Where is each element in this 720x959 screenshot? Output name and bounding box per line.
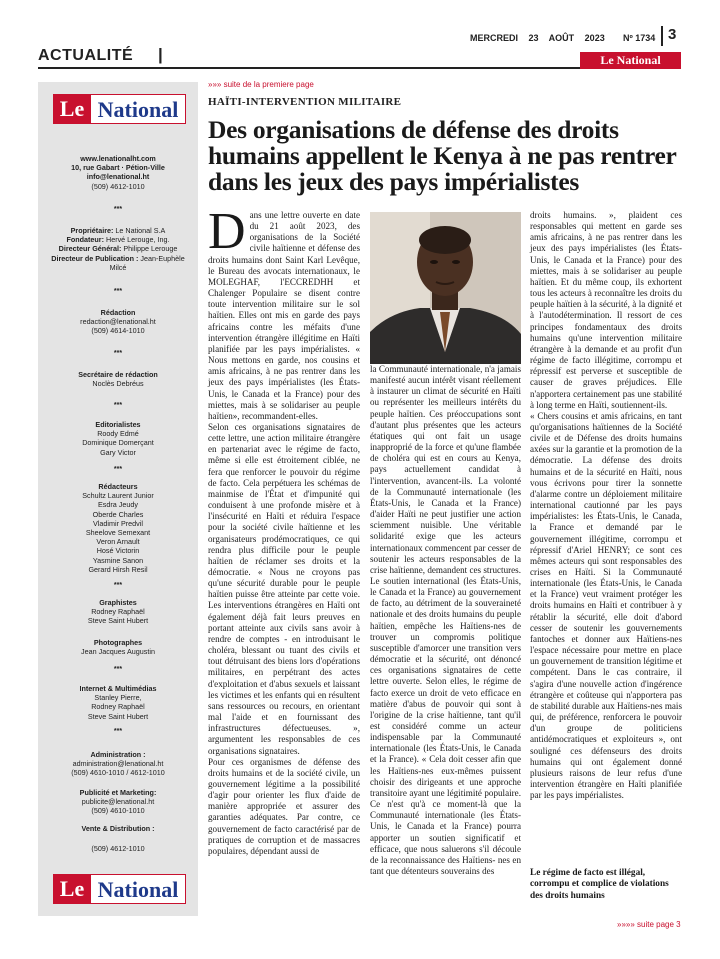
logo-national: National — [91, 94, 186, 124]
directeur-publication-value: Jean-Euphèle — [140, 253, 185, 263]
portrait-illustration — [370, 212, 521, 364]
section-title: ACTUALITÉ — [38, 47, 134, 64]
separator-stars: *** — [113, 402, 123, 409]
header-divider — [661, 26, 663, 46]
newspaper-logo-top — [53, 94, 186, 124]
photographes-block — [42, 638, 194, 656]
redacteur-name: Veron Arnault — [96, 537, 140, 547]
separator-stars: *** — [113, 466, 123, 473]
directeur-publication-value2: Milcé — [109, 262, 127, 272]
internet-label: Internet & Multimédias — [79, 684, 157, 693]
proprietaire-value: Le National S.A — [115, 226, 166, 235]
photographes-label: Photographes — [93, 638, 143, 647]
paragraph: ans une lettre ouverte en date du 21 août 2023, des organisations de la Société civile haïtienne et défense des droits humains dont Saint Karl Levêque, le Bureau des avocats internationaux, le MOLEGHAF, l'ECCREDHH et Chalenger Populaire se disent contre toute intervention militaire sur le sol haïtien. Elles ont mis en garde des pays africains contre les méfaits d'une intervention étrangère illégitime en Haïti planifiée par les pays impérialistes. « Nous mettons en garde, nos cousins et amis africains, à ne pas rentrer dans les jeux des pays impérialistes (les États-Unis, le Canada et la France) pour des miettes, mais à se solidariser au peuple haïtien», recommandent-elles. — [208, 210, 360, 421]
graphiste-name: Rodney Raphaël — [91, 607, 145, 617]
contact-block — [42, 154, 194, 191]
separator-stars: *** — [113, 582, 123, 589]
masthead-sidebar — [38, 82, 198, 916]
editorialiste-name: Dominique Domerçant — [82, 438, 154, 448]
brand-tab: Le National — [580, 52, 681, 69]
email: info@lenational.ht — [86, 172, 150, 182]
internet-name: Rodney Raphaël — [91, 702, 145, 712]
graphistes-block — [42, 598, 194, 626]
administration-email: administration@lenational.ht — [72, 759, 164, 769]
article-headline: Des organisations de défense des droits humains appellent le Kenya à ne pas rentrer dans les jeux des pays impérialistes — [208, 115, 677, 196]
editorialistes-block — [42, 420, 194, 457]
directeur-general-label: Directeur Général: — [58, 244, 122, 254]
address: 10, rue Gabart · Pétion-Ville — [71, 163, 165, 173]
separator-stars: *** — [113, 288, 123, 295]
proprietaire-label: Propriétaire: — [70, 226, 114, 235]
directeur-publication-label: Directeur de Publication : — [51, 253, 139, 263]
paragraph: Pour ces organismes de défense des droits humains et de la société civile, un gouvernement légitime a la possibilité d'agir pour orienter les flux d'aide de manière appropriée et assurer des garanties adéquates. Par contre, ce gouvernement de facto caractérisé par de pratiques de corruption et de massacres populaires, dépendant aussi de — [208, 756, 360, 856]
publicite-phone: (509) 4610-1010 — [91, 806, 145, 816]
redacteurs-block — [42, 482, 194, 574]
continued-on-link[interactable]: »»»» suite page 3 — [617, 920, 681, 929]
newspaper-logo-bottom — [53, 874, 186, 904]
secretaire-block — [42, 370, 194, 388]
drop-cap: D — [208, 203, 246, 260]
article-subhead: Le régime de facto est illégal, corrompu et complice de violations des droits humains — [530, 868, 669, 901]
logo-le: Le — [53, 874, 91, 904]
separator-stars: *** — [113, 350, 123, 357]
redacteur-name: Oberde Charles — [92, 509, 144, 519]
redaction-label: Rédaction — [100, 308, 136, 317]
redacteur-name: Schultz Laurent Junior — [82, 491, 154, 501]
publicite-block — [42, 788, 194, 816]
redacteur-name: Gerard Hirsh Resil — [88, 564, 148, 574]
vente-label: Vente & Distribution : — [81, 824, 155, 833]
editorialistes-label: Editorialistes — [95, 420, 141, 429]
logo-national: National — [91, 874, 186, 904]
graphistes-label: Graphistes — [99, 598, 137, 607]
secretaire-label: Secrétaire de rédaction — [78, 370, 158, 379]
separator-stars: *** — [113, 666, 123, 673]
article-column-2 — [370, 364, 521, 877]
internet-block — [42, 684, 194, 721]
article-column-3 — [530, 210, 682, 801]
paragraph: Selon ces organisations signataires de cette lettre, une action militaire étrangère en partenariat avec le régime de facto, même si elle est étroitement ciblée, ne fera que renforcer le pouvoir du régime de facto. Cela perpétuera les schémas de mainmise de l'État et d'impunité qui conduisent à une profonde misère et à l'insécurité en Haïti et réduira l'espace pour la société civile haïtienne et les organisateurs prodémocratiques, ce qui rendra plus difficile pour le peuple haïtien de réclamer ses droits et la démocratie. « Nous ne croyons pas qu'une sécurité durable pour le peuple haïtien puisse être atteinte par cette voie. Les interventions étrangères en Haïti ont également déjà fait leurs preuves en portant atteinte aux civils sans avoir à rendre de comptes - en introduisant le choléra, blessant ou tuant des civils et tout détruisant des biens lors d'opérations militaires, en perpétrant des actes d'exploitation et d'abus sexuels et laissant les victimes et les enfants qui en résultent sans ressources ou recours, en orientant mal l'aide et en fournissant des infrastructures défectueuses. », argumentent les responsables de ces organisations signataires. — [208, 421, 360, 756]
issue-date: MERCREDI 23 AOÛT 2023 — [470, 33, 605, 43]
redacteurs-label: Rédacteurs — [98, 482, 138, 491]
phone: (509) 4612-1010 — [91, 181, 145, 191]
administration-phone: (509) 4610-1010 / 4612-1010 — [71, 768, 165, 778]
article-column-1 — [208, 203, 360, 857]
publicite-label: Publicité et Marketing: — [79, 788, 157, 797]
redaction-phone: (509) 4614-1010 — [91, 326, 145, 336]
separator-stars: *** — [113, 206, 123, 213]
publicite-email: publicite@lenational.ht — [81, 797, 155, 807]
article-kicker: HAÏTI-INTERVENTION MILITAIRE — [208, 96, 402, 108]
page-number: 3 — [668, 26, 677, 43]
separator-stars: *** — [113, 728, 123, 735]
redacteur-name: Vladimir Predvil — [93, 518, 143, 528]
logo-le: Le — [53, 94, 91, 124]
editorialiste-name: Gary Victor — [100, 447, 136, 457]
administration-label: Administration : — [90, 750, 146, 759]
secretaire-name: Noclès Debréus — [92, 379, 144, 389]
paragraph: « Chers cousins et amis africains, en tant qu'organisations haïtiennes de la Société civile et de Défense des droits humains axées sur la garantie et la promotion de la démocratie. La défense des droits humains et de la sécurité en Haïti, nous vous écrivons pour tirer la sonnette d'alarme contre un déploiement militaire international cautionné par les pays impérialistes: les États-Unis, le Canada, la France et demandé par le gouvernement illégitime, corrompu et répressif d'Ariel HENRY; ce sont ces mêmes acteurs qui sont responsables des crises en Haïti. Si la Communauté internationale (les États-Unis, le Canada et la France) veut vraiment protéger les droits humains en Haïti et contribuer à y rétablir la sécurité, elle doit d'abord cesser de soutenir les gouvernements fantoches et donner aux Haïtiens-nes l'espace nécessaire pour mettre en place un gouvernement de transition légitime et compétent. Dans le cas contraire, il s'agira d'une nouvelle action d'ingérence étrangère et coûteuse qui n'apportera pas de stabilité durable aux Haïtiens-nes mais qui, de préférence, renforcera le pouvoir d'un groupe de politiciens antidémocratiques et exploiteurs », ont souligné ces défenseurs des droits humains qui ont également donné plusieurs raisons de leur refus d'une intervention étrangère en Haïti planifiée par les pays impérialistes. — [530, 410, 682, 801]
administration-block — [42, 750, 194, 778]
internet-name: Steve Saint Hubert — [87, 711, 149, 721]
redacteur-name: Hosé Victorin — [96, 546, 140, 556]
fondateur-label: Fondateur: — [66, 235, 104, 245]
redacteur-name: Sheelove Semexant — [85, 528, 151, 538]
fondateur-value: Hervé Lerouge, Ing. — [106, 235, 170, 245]
continued-from-link[interactable]: »»» suite de la premiere page — [208, 80, 314, 89]
page-header — [0, 0, 720, 72]
paragraph: la Communauté internationale, n'a jamais manifesté aucun intérêt visant réellement à instaurer un climat de sécurité en Haïti ou représenter les meilleurs intérêts du peuple haïtien. Ces préoccupations sont d'autant plus présentes que les acteurs étatiques qui ont fait un usage inapproprié de la force et qu'une flambée de choléra qui est en cours au Kenya, pays actuellement candidat à l'intervention, avancent-ils. La volonté de la Communauté internationale (les États-Unis, le Canada et la France) d'aider Haïti ne peut justifier une action sciemment nuisible. Une véritable solidarité exige que les acteurs internationaux commencent par cesser de soutenir les acteurs responsables de la crise haïtienne, demandent ces structures. Le soutien international (les États-Unis, le Canada et la France) au gouvernement de facto, au détriment de la souveraineté nationale et des droits humains du peuple haïtien, empêche les Haïtiens-nes de trouver un compromis politique susceptible d'amorcer une transition vers démocratie et la sécurité, ont dénoncé ces organisations signataires de cette lettre ouverte. Selon elles, le régime de facto exerce un droit de veto efficace en matière d'abus de pouvoir qui sont à l'origine de la crise haïtienne, tant qu'il est considéré comme un acteur indispensable par la Communauté internationale (les États-Unis, le Canada et la France). « Cela doit cesser afin que les Haïtiens-nes eux-mêmes puissent choisir des dirigeants et une approche transitoire ayant une légitimité populaire. Ce n'est qu'à ce moment-là que la Communauté internationale (les États-Unis, le Canada et la France) pourra apporter un soutien significatif et efficace, que nous saluerons s'il découle de la reconnaissance des Haïtiens- nes en tant que détenteurs souverains des — [370, 364, 521, 877]
issue-number: Nº 1734 — [623, 33, 656, 43]
ownership-block — [42, 226, 194, 272]
redaction-email: redaction@lenational.ht — [80, 317, 156, 327]
vente-block — [42, 824, 194, 853]
photographe-name: Jean Jacques Augustin — [81, 647, 155, 657]
graphiste-name: Steve Saint Hubert — [87, 616, 149, 626]
vente-phone: (509) 4612-1010 — [91, 844, 145, 854]
paragraph: droits humains. », plaident ces responsables qui mettent en garde ses amis africains, à ne pas rentrer dans les jeux des pays impérialistes (les États-Unis, le Canada et la France) pour des miettes, mais à se solidariser au peuple haïtien. Et du même coup, ils exhortent tous les acteurs à reconnaître les droits du peuple haïtien à la sécurité, à la dignité et à l'autodétermination. Il ressort de ces principes fondamentaux des droits humains qu'une intervention militaire étrangère à la demande et au profit d'un régime de facto illégitime, corrompu et répressif est perverse et susceptible de causer de graves préjudices. Elle n'apportera certainement pas une stabilité à long terme en Haïti, soutiennent-ils. — [530, 210, 682, 410]
redacteur-name: Esdra Jeudy — [98, 500, 138, 510]
internet-name: Stanley Pierre, — [94, 693, 142, 703]
directeur-general-value: Philippe Lerouge — [123, 244, 178, 254]
website: www.lenationalht.com — [80, 154, 156, 163]
editorialiste-name: Roody Edmé — [97, 429, 139, 439]
redaction-block — [42, 308, 194, 336]
section-separator: | — [158, 45, 163, 64]
redacteur-name: Yasmine Sanon — [92, 555, 144, 565]
portrait-photo — [370, 212, 521, 364]
